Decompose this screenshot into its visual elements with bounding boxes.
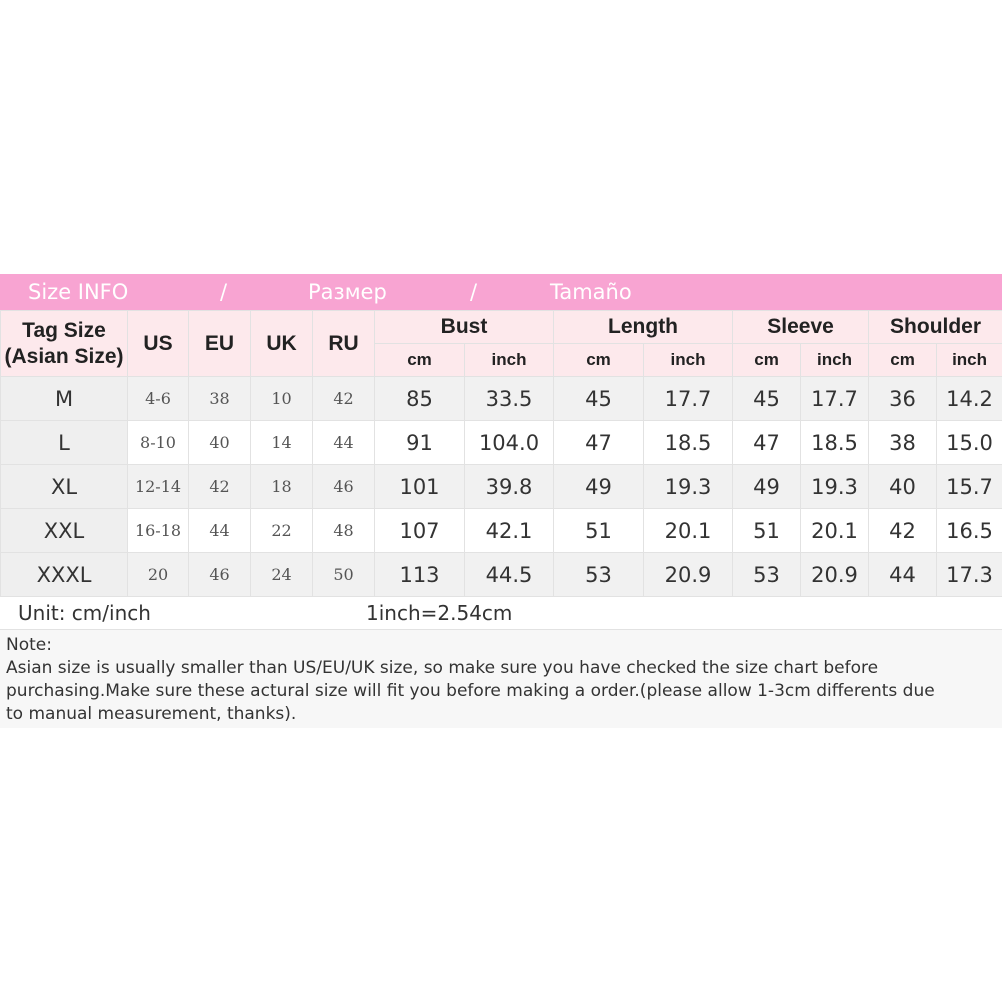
tag-size-cell: XXXL <box>1 553 128 597</box>
sleeve-inch-cell: 19.3 <box>801 465 869 509</box>
size-table <box>0 310 1002 597</box>
note-title: Note: <box>6 635 52 655</box>
note-line: to manual measurement, thanks). <box>6 704 297 724</box>
us-cell: 4-6 <box>128 377 189 421</box>
shoulder-inch-cell: 17.3 <box>937 553 1002 597</box>
conversion-label: 1inch=2.54cm <box>366 601 513 625</box>
sleeve-cm-header: cm <box>733 344 801 377</box>
uk-cell: 24 <box>251 553 313 597</box>
sleeve-cm-cell: 51 <box>733 509 801 553</box>
sleeve-cm-cell: 47 <box>733 421 801 465</box>
banner-title-es: Tamaño <box>550 280 632 304</box>
uk-header: UK <box>251 311 313 377</box>
ru-cell: 44 <box>313 421 375 465</box>
tag-size-label: Tag Size <box>22 318 106 342</box>
uk-cell: 22 <box>251 509 313 553</box>
ru-cell: 48 <box>313 509 375 553</box>
bust-cm-cell: 113 <box>375 553 465 597</box>
length-cm-cell: 53 <box>554 553 644 597</box>
note-block <box>0 630 1002 728</box>
shoulder-cm-header: cm <box>869 344 937 377</box>
sleeve-inch-cell: 17.7 <box>801 377 869 421</box>
banner-title-en: Size INFO <box>28 280 129 304</box>
banner-separator: / <box>220 280 228 304</box>
note-line: purchasing.Make sure these actural size will fit you before making a order.(please allow 1-3cm differents due <box>6 681 935 701</box>
shoulder-inch-cell: 15.0 <box>937 421 1002 465</box>
table-row <box>1 377 1002 421</box>
eu-cell: 46 <box>189 553 251 597</box>
shoulder-cm-cell: 36 <box>869 377 937 421</box>
bust-cm-cell: 85 <box>375 377 465 421</box>
length-inch-cell: 19.3 <box>644 465 733 509</box>
ru-header: RU <box>313 311 375 377</box>
length-inch-cell: 20.9 <box>644 553 733 597</box>
eu-cell: 42 <box>189 465 251 509</box>
uk-cell: 14 <box>251 421 313 465</box>
size-rows <box>1 377 1002 597</box>
uk-cell: 18 <box>251 465 313 509</box>
banner-separator: / <box>470 280 478 304</box>
table-row <box>1 421 1002 465</box>
unit-label: Unit: cm/inch <box>18 601 151 625</box>
sleeve-cm-cell: 53 <box>733 553 801 597</box>
bust-cm-cell: 107 <box>375 509 465 553</box>
shoulder-header: Shoulder <box>869 311 1002 344</box>
table-row <box>1 509 1002 553</box>
us-header: US <box>128 311 189 377</box>
tag-size-header <box>1 311 128 377</box>
table-row <box>1 465 1002 509</box>
us-cell: 12-14 <box>128 465 189 509</box>
bust-cm-header: cm <box>375 344 465 377</box>
bust-inch-header: inch <box>465 344 554 377</box>
tag-size-cell: XXL <box>1 509 128 553</box>
us-cell: 20 <box>128 553 189 597</box>
uk-cell: 10 <box>251 377 313 421</box>
tag-size-cell: L <box>1 421 128 465</box>
ru-cell: 46 <box>313 465 375 509</box>
us-cell: 16-18 <box>128 509 189 553</box>
length-cm-cell: 47 <box>554 421 644 465</box>
header-row <box>1 311 1002 344</box>
length-cm-cell: 45 <box>554 377 644 421</box>
length-cm-cell: 49 <box>554 465 644 509</box>
sleeve-header: Sleeve <box>733 311 869 344</box>
eu-cell: 38 <box>189 377 251 421</box>
note-line: Asian size is usually smaller than US/EU/UK size, so make sure you have checked the size chart before <box>6 658 879 678</box>
length-inch-cell: 20.1 <box>644 509 733 553</box>
length-header: Length <box>554 311 733 344</box>
asian-size-label: (Asian Size) <box>4 344 124 368</box>
ru-cell: 50 <box>313 553 375 597</box>
sleeve-inch-cell: 18.5 <box>801 421 869 465</box>
length-inch-cell: 17.7 <box>644 377 733 421</box>
banner-title-ru: Размер <box>308 280 387 304</box>
shoulder-cm-cell: 38 <box>869 421 937 465</box>
ru-cell: 42 <box>313 377 375 421</box>
size-chart <box>0 274 1002 728</box>
sleeve-inch-cell: 20.9 <box>801 553 869 597</box>
length-cm-header: cm <box>554 344 644 377</box>
shoulder-cm-cell: 40 <box>869 465 937 509</box>
unit-row <box>0 597 1002 630</box>
sleeve-cm-cell: 45 <box>733 377 801 421</box>
bust-inch-cell: 39.8 <box>465 465 554 509</box>
tag-size-cell: M <box>1 377 128 421</box>
bust-inch-cell: 104.0 <box>465 421 554 465</box>
shoulder-inch-header: inch <box>937 344 1002 377</box>
shoulder-cm-cell: 42 <box>869 509 937 553</box>
us-cell: 8-10 <box>128 421 189 465</box>
shoulder-inch-cell: 16.5 <box>937 509 1002 553</box>
table-row <box>1 553 1002 597</box>
sleeve-inch-header: inch <box>801 344 869 377</box>
shoulder-inch-cell: 15.7 <box>937 465 1002 509</box>
bust-inch-cell: 42.1 <box>465 509 554 553</box>
bust-cm-cell: 91 <box>375 421 465 465</box>
shoulder-inch-cell: 14.2 <box>937 377 1002 421</box>
eu-header: EU <box>189 311 251 377</box>
eu-cell: 44 <box>189 509 251 553</box>
bust-cm-cell: 101 <box>375 465 465 509</box>
shoulder-cm-cell: 44 <box>869 553 937 597</box>
eu-cell: 40 <box>189 421 251 465</box>
sleeve-inch-cell: 20.1 <box>801 509 869 553</box>
tag-size-cell: XL <box>1 465 128 509</box>
bust-header: Bust <box>375 311 554 344</box>
sleeve-cm-cell: 49 <box>733 465 801 509</box>
length-cm-cell: 51 <box>554 509 644 553</box>
bust-inch-cell: 33.5 <box>465 377 554 421</box>
bust-inch-cell: 44.5 <box>465 553 554 597</box>
size-info-banner <box>0 274 1002 310</box>
length-inch-cell: 18.5 <box>644 421 733 465</box>
length-inch-header: inch <box>644 344 733 377</box>
